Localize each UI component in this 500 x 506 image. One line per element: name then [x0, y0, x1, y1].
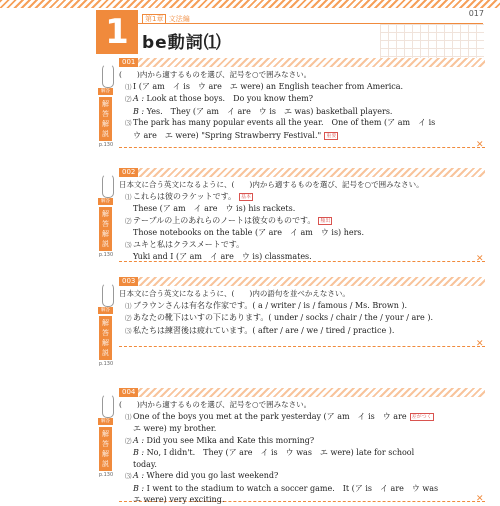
section-number: 003	[119, 277, 138, 286]
question-line	[119, 227, 485, 239]
answer-label: 解答解説	[99, 97, 112, 141]
question-text: I (ア am イ is ウ are エ were) an English teacher from America.	[133, 81, 404, 91]
speaker-label: B :	[133, 448, 145, 457]
question-line	[119, 325, 485, 338]
question-number: ⑶	[125, 472, 132, 480]
question-number: ⑵	[125, 95, 132, 103]
question-text: The park has many popular events all the year. One of them (ア am イ is	[133, 118, 436, 127]
section-number: 002	[119, 168, 138, 177]
section-body	[119, 179, 485, 262]
question-text: One of the boys you met at the park yesterday (ア am イ is ウ are	[133, 411, 407, 421]
question-number: ⑴	[125, 301, 132, 310]
question-text: Yuki and I (ア am イ are ウ is) classmates.	[133, 252, 312, 261]
question-text: Did you see Mika and Kate this morning?	[144, 435, 315, 445]
question-line	[119, 423, 485, 435]
question-line	[119, 203, 485, 215]
question-number: ⑴	[125, 192, 132, 201]
clip-icon	[102, 174, 114, 198]
clip-icon	[102, 283, 114, 307]
question-text: I went to the stadium to watch a soccer game. It (ア is イ are ウ was	[144, 483, 439, 493]
question-number: ⑵	[125, 436, 132, 445]
question-line	[119, 106, 485, 118]
question-line	[119, 215, 485, 228]
question-line	[119, 239, 485, 252]
chapter-tag	[142, 14, 190, 24]
answer-label: 解答解説	[99, 207, 112, 251]
clip-icon	[102, 394, 114, 418]
question-line	[119, 300, 485, 313]
question-text: Those notebooks on the table (ア are イ am ウ is) hers.	[133, 228, 365, 237]
question-line	[119, 447, 485, 459]
answer-label: 解答解説	[99, 316, 112, 360]
question-text: これらは彼のラケットです。	[133, 191, 236, 201]
section-instruction: ( )内から適するものを選び、記号を○で囲みなさい。	[119, 400, 312, 409]
answer-badge: 解答	[98, 307, 113, 314]
question-text: today.	[133, 459, 157, 469]
question-text: あなたの靴下はいすの下にあります。( under / socks / chair / the / your / are ).	[133, 313, 434, 322]
question-text: ブラウンさんは有名な作家です。( a / writer / is / famous / Ms. Brown ).	[133, 300, 408, 310]
question-text: Where did you go last weekend?	[144, 471, 279, 480]
question-text: エ were) very exciting.	[133, 495, 225, 504]
question-number: ⑵	[125, 314, 132, 322]
question-text: 私たちは練習後は疲れています。( after / are / we / tired / practice ).	[133, 325, 395, 335]
question-text: エ were) my brother.	[133, 424, 217, 433]
answer-page-ref: p.130	[98, 252, 114, 258]
question-line	[119, 411, 485, 424]
question-text: ウ are エ were) "Spring Strawberry Festival."	[133, 130, 322, 140]
answer-badge: 解答	[98, 418, 113, 425]
corner-mark-icon: ✕	[476, 339, 484, 349]
corner-mark-icon: ✕	[476, 494, 484, 504]
answer-page-ref: p.130	[98, 361, 114, 367]
question-line	[119, 130, 485, 142]
question-line	[119, 470, 485, 483]
chapter-rule	[138, 23, 483, 24]
section-header-stripe	[119, 388, 485, 397]
chapter-number: 1	[96, 10, 138, 54]
question-line	[119, 81, 485, 94]
corner-mark-icon: ✕	[476, 254, 484, 264]
speaker-label: A :	[133, 94, 145, 103]
question-number: ⑶	[125, 240, 132, 249]
question-text: No, I didn't. They (ア are イ is ウ was エ were) late for school	[144, 448, 415, 457]
section-number: 004	[119, 388, 138, 397]
chapter-tag-label: 第1章	[142, 14, 166, 24]
question-text: Look at those boys. Do you know them?	[144, 94, 314, 103]
section-instruction: 日本文に合う英文になるように、( )内から適するものを選び、記号を○で囲みなさい。	[119, 180, 424, 189]
section-body	[119, 288, 485, 347]
answer-badge: 解答	[98, 198, 113, 205]
section-header-stripe	[119, 277, 485, 286]
section-header-stripe	[119, 58, 485, 67]
question-number: ⑴	[125, 412, 132, 421]
clip-icon	[102, 64, 114, 88]
question-line	[119, 483, 485, 495]
hint-badge: 重要	[326, 132, 337, 139]
hint-badge: 差がつく	[411, 413, 432, 420]
speaker-label: A :	[133, 471, 145, 480]
question-line	[119, 459, 485, 471]
section-instruction: 日本文に合う英文になるように、( )内の語句を並べかえなさい。	[119, 289, 350, 298]
top-stripe	[0, 0, 500, 8]
question-text: テーブルの上のあれらのノートは彼女のものです。	[133, 215, 316, 225]
chapter-title: be動詞⑴	[142, 33, 222, 53]
hint-badge: 基本	[240, 193, 251, 200]
question-line	[119, 312, 485, 325]
question-line	[119, 117, 485, 130]
section-instruction: ( )内から適するものを選び、記号を○で囲みなさい。	[119, 70, 312, 79]
speaker-label: B :	[133, 483, 145, 493]
question-text: These (ア am イ are ウ is) his rackets.	[133, 204, 296, 213]
question-text: Yes. They (ア am イ are ウ is エ was) basketball players.	[144, 106, 393, 116]
speaker-label: B :	[133, 106, 145, 116]
speaker-label: A :	[133, 435, 145, 445]
answer-label: 解答解説	[99, 427, 112, 471]
question-line	[119, 435, 485, 448]
section-header-stripe	[119, 168, 485, 177]
question-number: ⑶	[125, 326, 132, 335]
answer-page-ref: p.130	[98, 142, 114, 148]
question-line	[119, 251, 485, 263]
page-number: 017	[468, 9, 484, 18]
section-number: 001	[119, 58, 138, 67]
question-number: ⑶	[125, 119, 132, 127]
question-line	[119, 93, 485, 106]
answer-badge: 解答	[98, 88, 113, 95]
question-number: ⑴	[125, 82, 132, 91]
question-text: ユキと私はクラスメートです。	[133, 239, 245, 249]
question-number: ⑵	[125, 216, 132, 225]
chapter-part: 文法編	[168, 15, 190, 23]
question-line	[119, 191, 485, 204]
corner-mark-icon: ✕	[476, 140, 484, 150]
hint-badge: 頻出	[320, 217, 331, 224]
section-body	[119, 69, 485, 148]
answer-page-ref: p.130	[98, 472, 114, 478]
section-body	[119, 399, 485, 502]
